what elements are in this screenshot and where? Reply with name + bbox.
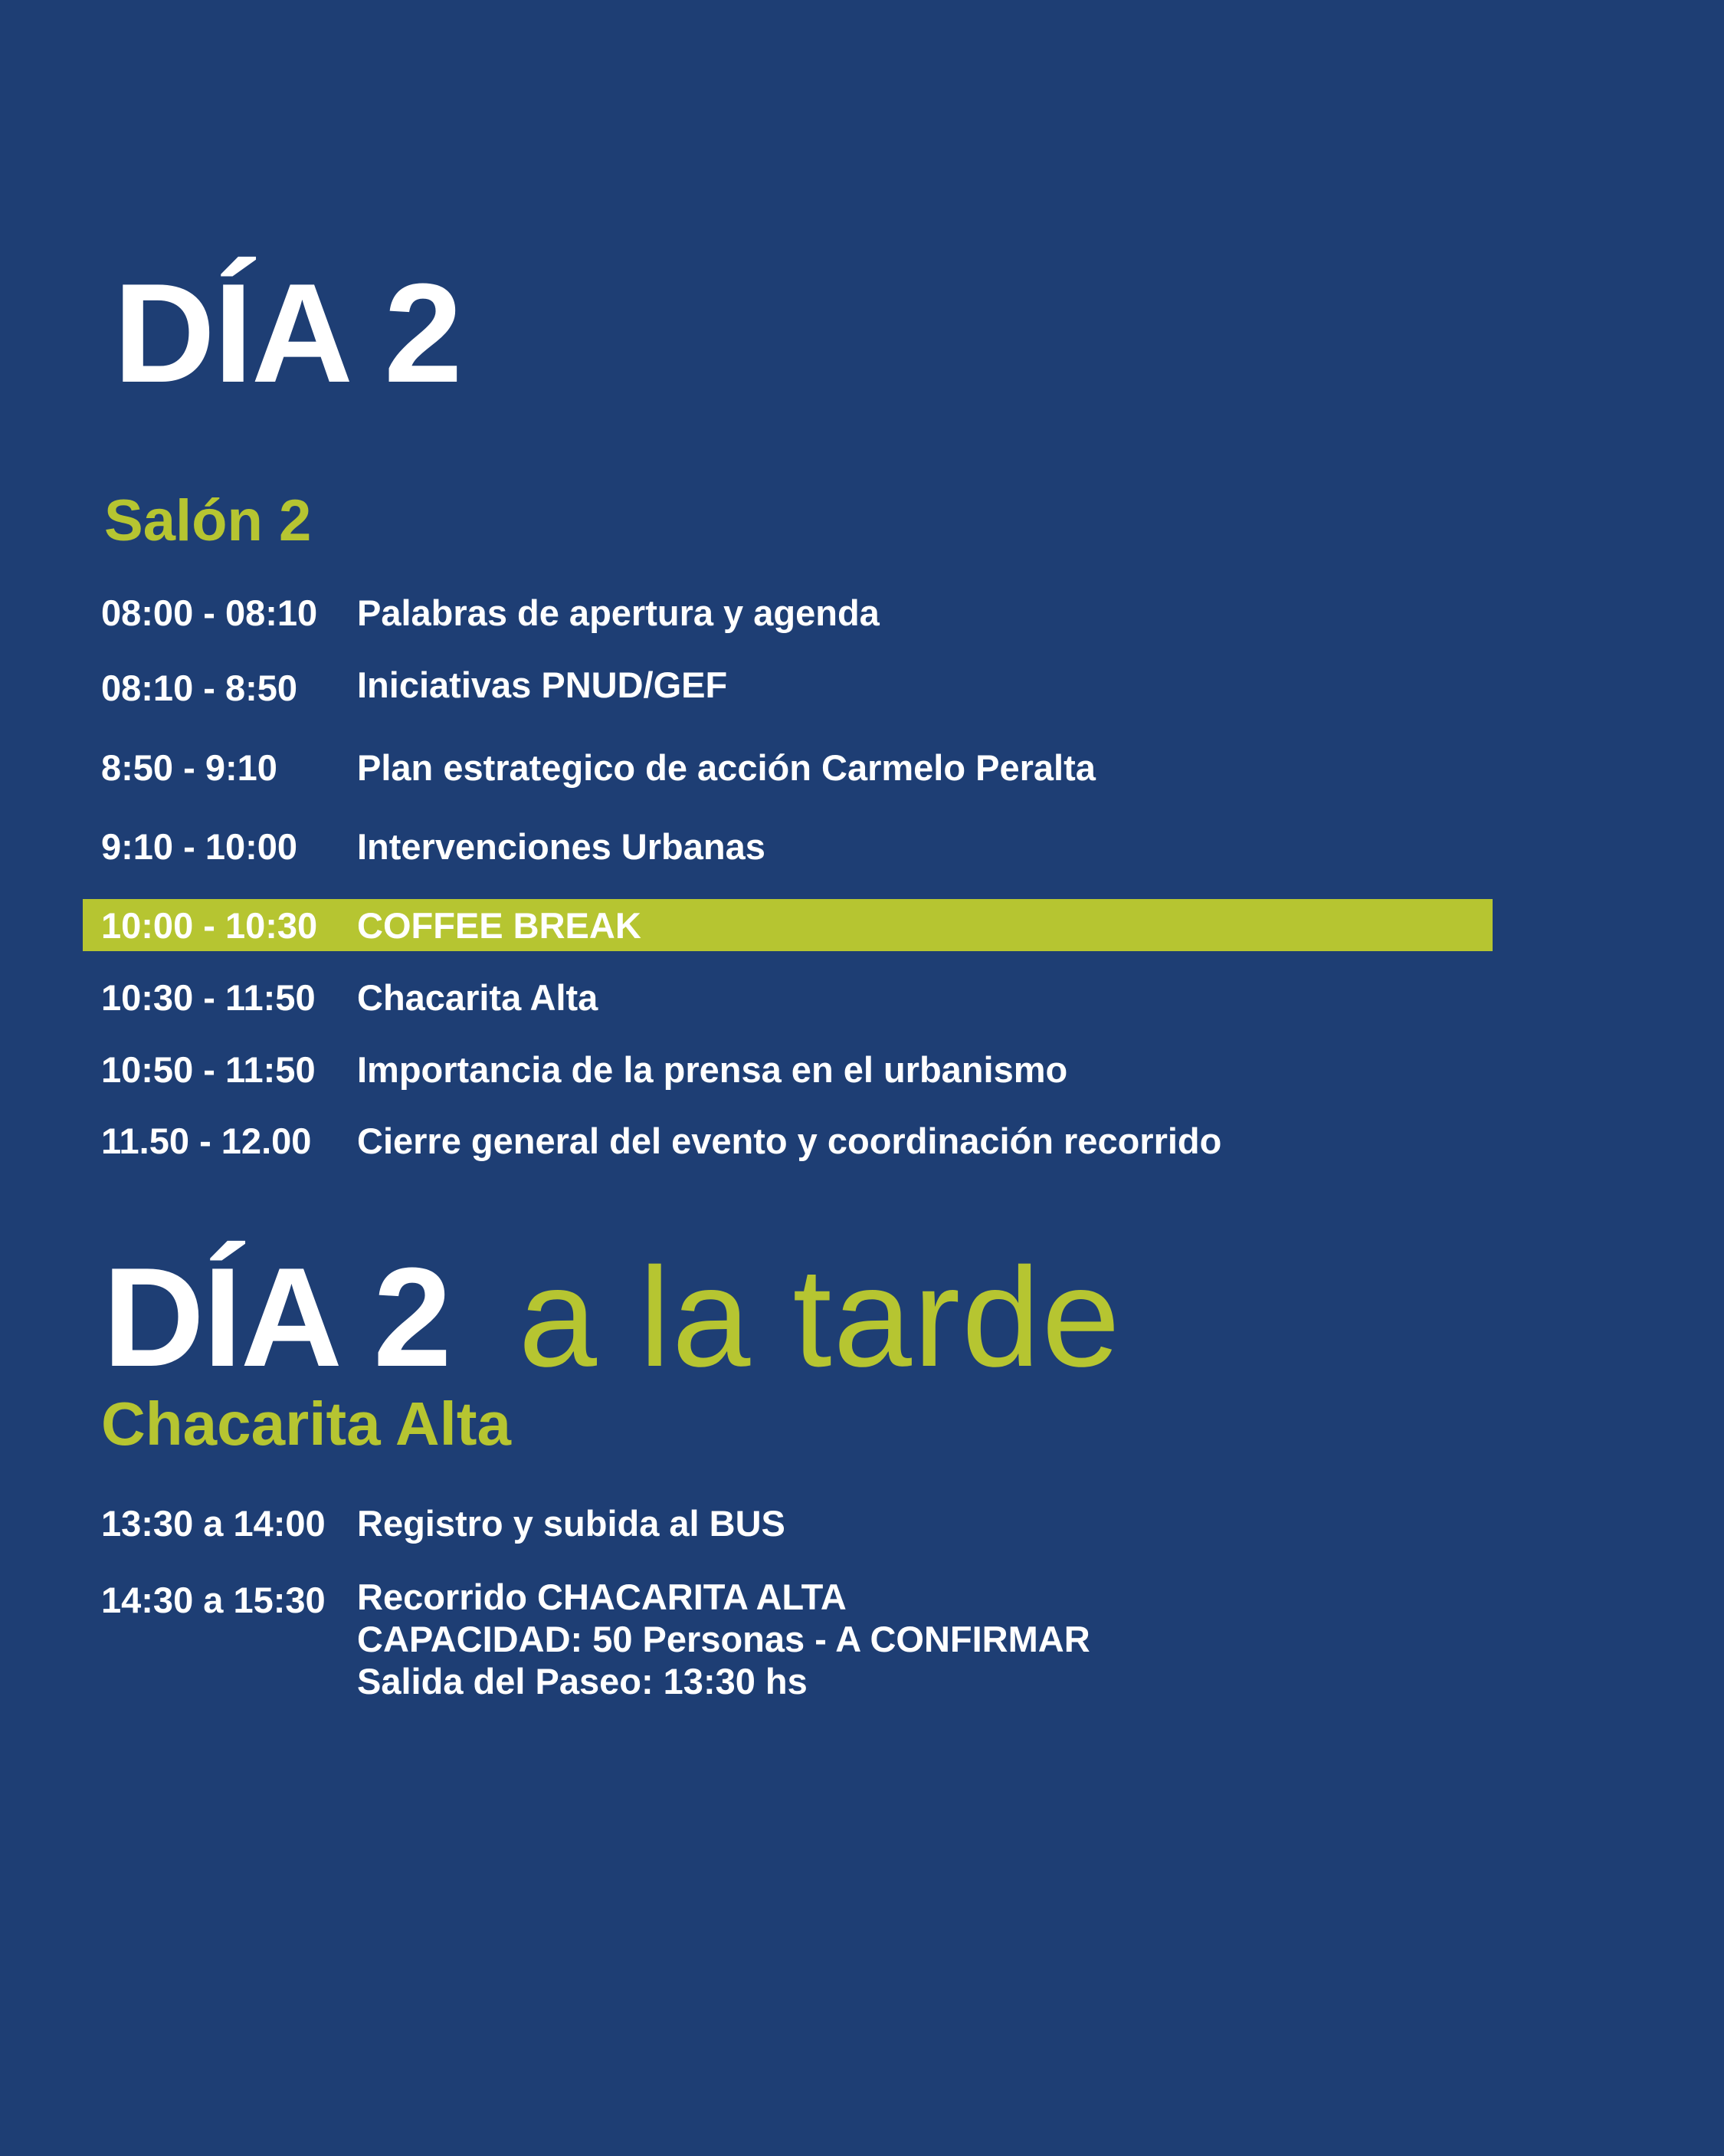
- schedule-title: Iniciativas PNUD/GEF: [357, 665, 728, 705]
- location-title: Chacarita Alta: [101, 1390, 511, 1458]
- schedule-title: Chacarita Alta: [357, 977, 598, 1018]
- schedule-title: COFFEE BREAK: [357, 905, 641, 946]
- afternoon-title-light: a la tarde: [518, 1238, 1122, 1396]
- schedule-title: Intervenciones Urbanas: [357, 826, 765, 867]
- schedule-detail-line: Salida del Paseo: 13:30 hs: [357, 1661, 808, 1702]
- room-title: Salón 2: [104, 488, 312, 553]
- schedule-title: Cierre general del evento y coordinación recorrido: [357, 1121, 1222, 1161]
- schedule-time: 10:50 - 11:50: [101, 1049, 316, 1090]
- afternoon-title-bold: DÍA 2: [103, 1238, 451, 1396]
- schedule-title: Importancia de la prensa en el urbanismo: [357, 1049, 1068, 1090]
- schedule-time: 08:00 - 08:10: [101, 592, 318, 633]
- schedule-time: 10:00 - 10:30: [101, 905, 318, 946]
- schedule-details: [357, 1576, 1090, 1702]
- schedule-time: 8:50 - 9:10: [101, 747, 277, 788]
- schedule-detail-line: CAPACIDAD: 50 Personas - A CONFIRMAR: [357, 1619, 1090, 1659]
- schedule-time: 10:30 - 11:50: [101, 977, 316, 1018]
- afternoon-title: [103, 1238, 1122, 1396]
- schedule-time: 13:30 a 14:00: [101, 1503, 326, 1544]
- schedule-time: 08:10 - 8:50: [101, 668, 298, 708]
- day-title: DÍA 2: [113, 254, 461, 412]
- schedule-time: 11.50 - 12.00: [101, 1121, 312, 1161]
- schedule-time: 14:30 a 15:30: [101, 1580, 326, 1620]
- schedule-time: 9:10 - 10:00: [101, 826, 298, 867]
- schedule-detail-line: Recorrido CHACARITA ALTA: [357, 1577, 847, 1617]
- schedule-title: Plan estrategico de acción Carmelo Peralta: [357, 747, 1096, 788]
- schedule-title: Registro y subida al BUS: [357, 1503, 785, 1544]
- schedule-title: Palabras de apertura y agenda: [357, 592, 880, 633]
